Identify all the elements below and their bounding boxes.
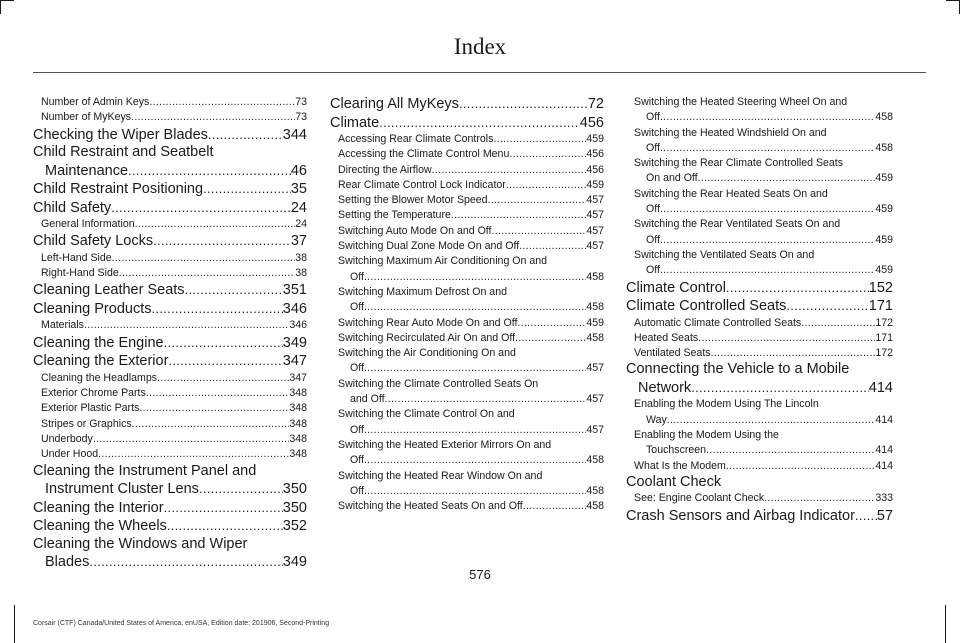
index-subentry (33, 251, 307, 266)
page-ref: 152 (868, 279, 893, 296)
index-subentry (33, 401, 307, 416)
entry-text: Climate (330, 114, 380, 131)
page-ref: 172 (875, 316, 893, 329)
page-ref: 38 (295, 251, 307, 264)
entry-text: and Off (350, 393, 385, 406)
index-entry (33, 352, 307, 371)
entry-text: Switching the Heated Steering Wheel On and (634, 96, 848, 108)
index-subentry (33, 217, 307, 232)
page-ref: 348 (289, 402, 307, 415)
index-subentry (626, 397, 893, 428)
index-subentry (626, 187, 893, 218)
dot-leader (451, 208, 586, 223)
index-entry (33, 180, 307, 199)
dot-leader (135, 217, 296, 232)
index-subentry (626, 428, 893, 459)
page-ref: 172 (875, 347, 893, 360)
index-entry (33, 300, 307, 319)
page-ref: 349 (282, 334, 307, 351)
index-subentry (330, 377, 604, 408)
index-subentry (330, 331, 604, 346)
crop-mark (946, 0, 960, 1)
page-ref: 24 (290, 199, 307, 216)
entry-text: Switching the Heated Windshield On and (634, 126, 827, 139)
entry-text: Crash Sensors and Airbag Indicator (626, 507, 855, 524)
entry-text: Off (350, 454, 364, 467)
page-ref: 459 (586, 178, 604, 191)
entry-text: Switching Recirculated Air On and Off (338, 331, 516, 344)
dot-leader (153, 232, 291, 251)
dot-leader (660, 110, 875, 125)
entry-text: Off (350, 423, 364, 436)
dot-leader (203, 180, 291, 199)
page-ref: 414 (875, 444, 893, 457)
entry-text: Off (350, 301, 364, 314)
entry-text: Cleaning the Wheels (33, 518, 167, 535)
entry-text: Connecting the Vehicle to a Mobile (626, 361, 850, 378)
page-ref: 457 (586, 362, 604, 375)
index-subentry (330, 208, 604, 223)
page-ref: 57 (876, 507, 893, 524)
entry-text: Number of MyKeys (41, 111, 132, 124)
entry-text: Stripes or Graphics (41, 417, 132, 430)
index-entry (626, 279, 893, 298)
entry-text: Maintenance (45, 162, 129, 179)
entry-text: Switching Rear Auto Mode On and Off (338, 316, 518, 329)
dot-leader (698, 171, 876, 186)
dot-leader (660, 141, 875, 156)
index-subentry (330, 499, 604, 514)
entry-text: Automatic Climate Controlled Seats (634, 316, 802, 329)
entry-text: Way (646, 413, 667, 426)
entry-text: Switching the Climate Controlled Seats On (338, 377, 539, 390)
entry-text: Coolant Check (626, 473, 722, 490)
entry-text: Cleaning the Engine (33, 334, 164, 351)
dot-leader (199, 480, 283, 499)
entry-text: Accessing Rear Climate Controls (338, 133, 494, 145)
dot-leader (364, 361, 586, 376)
page-ref: 458 (586, 270, 604, 283)
dot-leader (364, 453, 586, 468)
entry-text: Climate Controlled Seats (626, 298, 787, 315)
entry-text: Network (638, 379, 692, 396)
page-ref: 458 (875, 111, 893, 124)
dot-leader (112, 251, 296, 266)
page-title: Index (453, 34, 507, 59)
page-ref: 414 (868, 379, 893, 396)
page-ref: 459 (586, 316, 604, 329)
dot-leader (157, 371, 289, 386)
index-subentry (330, 346, 604, 377)
dot-leader (164, 334, 283, 353)
entry-text: Switching Maximum Air Conditioning On and (338, 255, 548, 268)
index-subentry (33, 417, 307, 432)
entry-text: Switching the Heated Seats On and Off (338, 500, 523, 513)
dot-leader (698, 331, 875, 346)
entry-text: Left-Hand Side (41, 251, 112, 264)
index-subentry (33, 95, 307, 110)
entry-text: Enabling the Modem Using the (634, 429, 779, 442)
page-ref: 37 (290, 233, 307, 250)
index-entry (626, 507, 893, 526)
dot-leader (509, 147, 586, 162)
entry-text: Switching the Climate Control On and (338, 408, 515, 421)
dot-leader (167, 517, 283, 536)
entry-text: Child Restraint and Seatbelt (33, 144, 214, 161)
page-ref: 171 (875, 331, 893, 344)
entry-text: Rear Climate Control Lock Indicator (338, 178, 506, 191)
dot-leader (488, 193, 587, 208)
page-ref: 344 (282, 126, 307, 143)
entry-text: Touchscreen (646, 444, 707, 457)
index-entry (626, 361, 893, 397)
index-column-1 (33, 95, 307, 572)
page-ref: 351 (282, 282, 307, 299)
dot-leader (786, 297, 868, 316)
dot-leader (152, 300, 283, 319)
index-entry (33, 517, 307, 536)
entry-text: Heated Seats (634, 331, 699, 344)
page-ref: 73 (295, 96, 307, 108)
page-ref: 457 (586, 224, 604, 237)
index-subentry (626, 248, 893, 279)
index-subentry (33, 386, 307, 401)
entry-text: Off (350, 270, 364, 283)
header-rule (33, 72, 926, 73)
entry-text: Off (646, 264, 660, 277)
dot-leader (185, 281, 283, 300)
entry-text: Underbody (41, 432, 93, 445)
dot-leader (506, 178, 587, 193)
entry-text: Off (646, 203, 660, 216)
dot-leader (660, 263, 875, 278)
entry-text: Switching the Rear Climate Controlled Seats (634, 157, 844, 170)
dot-leader (519, 239, 586, 254)
dot-leader (706, 443, 875, 458)
entry-text: Child Safety Locks (33, 233, 154, 250)
page-ref: 458 (586, 301, 604, 314)
entry-text: Climate Control (626, 279, 726, 296)
page-number: 576 (469, 567, 491, 582)
page-ref: 347 (289, 371, 307, 384)
dot-leader (660, 233, 875, 248)
entry-text: Ventilated Seats (634, 347, 711, 360)
dot-leader (364, 423, 586, 438)
entry-text: Exterior Chrome Parts (41, 387, 146, 400)
dot-leader (132, 417, 290, 432)
entry-text: Cleaning the Headlamps (41, 371, 158, 384)
dot-leader (385, 392, 587, 407)
index-column-3 (626, 95, 893, 525)
page-ref: 457 (586, 209, 604, 222)
index-subentry (330, 193, 604, 208)
dot-leader (493, 132, 586, 147)
index-entry (33, 334, 307, 353)
page-ref: 414 (875, 413, 893, 426)
entry-text: Child Safety (33, 199, 112, 216)
dot-leader (492, 224, 587, 239)
entry-text: Child Restraint Positioning (33, 181, 204, 198)
dot-leader (523, 499, 587, 514)
entry-text: Setting the Temperature (338, 209, 451, 222)
dot-leader (84, 318, 289, 333)
page-ref: 171 (868, 298, 893, 315)
index-entry (33, 232, 307, 251)
entry-text: Cleaning Products (33, 300, 152, 317)
page-ref: 333 (875, 492, 893, 505)
index-subentry (626, 316, 893, 331)
entry-text: Switching the Heated Rear Window On and (338, 469, 543, 482)
index-entry (33, 126, 307, 145)
dot-leader (711, 346, 876, 361)
dot-leader (660, 202, 875, 217)
dot-leader (93, 432, 289, 447)
dot-leader (119, 266, 295, 281)
entry-text: Switching the Heated Exterior Mirrors On and (338, 438, 552, 451)
index-subentry (626, 156, 893, 187)
page-ref: 459 (875, 172, 893, 185)
dot-leader (379, 114, 580, 133)
entry-text: Switching Auto Mode On and Off (338, 224, 492, 237)
entry-text: Off (350, 362, 364, 375)
entry-text: Switching the Air Conditioning On and (338, 347, 516, 360)
page-ref: 458 (586, 454, 604, 467)
dot-leader (146, 386, 290, 401)
edition-note: Corsair (CTF) Canada/United States of America, enUSA, Edition date: 201906, Second-Printing (33, 620, 330, 627)
entry-text: Cleaning the Windows and Wiper (33, 535, 248, 552)
index-subentry (330, 469, 604, 500)
index-subentry (330, 254, 604, 285)
page-ref: 456 (586, 148, 604, 161)
entry-text: Instrument Cluster Lens (45, 481, 199, 498)
entry-text: Switching Dual Zone Mode On and Off (338, 240, 520, 253)
index-subentry (330, 316, 604, 331)
dot-leader (131, 110, 295, 125)
dot-leader (432, 163, 587, 178)
entry-text: Cleaning Leather Seats (33, 282, 185, 299)
entry-text: Switching the Ventilated Seats On and (634, 248, 815, 261)
dot-leader (208, 126, 283, 145)
dot-leader (139, 401, 289, 416)
entry-text: Off (350, 484, 364, 497)
page-ref: 72 (587, 96, 604, 112)
dot-leader (517, 316, 586, 331)
entry-text: Blades (45, 554, 90, 571)
index-subentry (330, 147, 604, 162)
index-subentry (33, 318, 307, 333)
entry-text: Cleaning the Exterior (33, 353, 169, 370)
page-ref: 459 (875, 264, 893, 277)
page-ref: 457 (586, 240, 604, 253)
dot-leader (726, 459, 875, 474)
dot-leader (855, 507, 877, 526)
page-ref: 352 (282, 518, 307, 535)
page-ref: 456 (579, 114, 604, 131)
page-ref: 457 (586, 423, 604, 436)
dot-leader (149, 95, 295, 110)
crop-mark (14, 605, 15, 643)
entry-text: Accessing the Climate Control Menu (338, 148, 510, 161)
entry-text: Off (646, 233, 660, 246)
crop-mark (945, 605, 946, 643)
entry-text: What Is the Modem (634, 459, 726, 472)
index-subentry (330, 224, 604, 239)
index-subentry (330, 239, 604, 254)
page-ref: 347 (282, 353, 307, 370)
entry-text: Right-Hand Side (41, 267, 119, 280)
dot-leader (764, 491, 875, 506)
index-subentry (330, 285, 604, 316)
page-ref: 459 (875, 203, 893, 216)
page-ref: 349 (282, 554, 307, 571)
index-subentry (330, 407, 604, 438)
crop-mark (0, 0, 1, 14)
index-entry (330, 114, 604, 133)
dot-leader (801, 316, 875, 331)
page-ref: 458 (875, 141, 893, 154)
page-ref: 348 (289, 432, 307, 445)
index-subentry (33, 110, 307, 125)
page-ref: 348 (289, 387, 307, 400)
dot-leader (726, 279, 869, 298)
index-subentry (330, 438, 604, 469)
entry-text: Switching Maximum Defrost On and (338, 285, 507, 298)
index-subentry (626, 346, 893, 361)
dot-leader (667, 413, 876, 428)
index-entry (33, 463, 307, 499)
dot-leader (691, 379, 869, 398)
index-entry (33, 144, 307, 180)
index-subentry (626, 217, 893, 248)
entry-text: Materials (41, 319, 84, 332)
page-ref: 458 (586, 500, 604, 513)
page-ref: 457 (586, 393, 604, 406)
entry-text: Enabling the Modem Using The Lincoln (634, 398, 819, 411)
page-ref: 24 (295, 218, 307, 231)
index-subentry (330, 163, 604, 178)
page-ref: 459 (586, 133, 604, 145)
dot-leader (98, 447, 289, 462)
page-ref: 350 (282, 499, 307, 516)
entry-text: General Information (41, 218, 135, 231)
entry-text: Setting the Blower Motor Speed (338, 194, 488, 207)
page-ref: 46 (290, 162, 307, 179)
index-subentry (626, 459, 893, 474)
entry-text: Cleaning the Interior (33, 499, 164, 516)
index-subentry (33, 432, 307, 447)
dot-leader (128, 162, 291, 181)
index-entry (330, 95, 604, 114)
page-ref: 414 (875, 459, 893, 472)
entry-text: Checking the Wiper Blades (33, 126, 208, 143)
index-entry (33, 199, 307, 218)
dot-leader (515, 331, 586, 346)
page-ref: 348 (289, 448, 307, 461)
page-ref: 73 (295, 111, 307, 124)
page-ref: 457 (586, 194, 604, 207)
entry-text: Switching the Rear Ventilated Seats On and (634, 218, 841, 231)
entry-text: Clearing All MyKeys (330, 96, 459, 112)
index-entry (626, 297, 893, 316)
entry-text: Directing the Airflow (338, 163, 432, 176)
entry-text: On and Off (646, 172, 698, 185)
index-subentry (626, 491, 893, 506)
page-ref: 346 (289, 319, 307, 332)
index-entry (626, 474, 893, 492)
page-ref: 458 (586, 484, 604, 497)
page-ref: 456 (586, 163, 604, 176)
page-ref: 350 (282, 481, 307, 498)
entry-text: See: Engine Coolant Check (634, 492, 765, 505)
index-subentry (330, 132, 604, 147)
index-subentry (33, 371, 307, 386)
entry-text: Under Hood (41, 448, 99, 461)
page-ref: 458 (586, 331, 604, 344)
index-column-2 (330, 95, 604, 514)
entry-text: Off (646, 111, 660, 124)
entry-text: Number of Admin Keys (41, 96, 150, 108)
dot-leader (364, 270, 586, 285)
crop-mark (0, 0, 14, 1)
page-ref: 459 (875, 233, 893, 246)
index-subentry (626, 331, 893, 346)
dot-leader (364, 484, 586, 499)
entry-text: Switching the Rear Heated Seats On and (634, 187, 828, 200)
entry-text: Exterior Plastic Parts (41, 402, 140, 415)
index-subentry (626, 126, 893, 157)
index-entry (33, 281, 307, 300)
index-entry (33, 499, 307, 518)
index-subentry (33, 447, 307, 462)
dot-leader (164, 499, 283, 518)
dot-leader (459, 95, 588, 114)
page-ref: 35 (290, 181, 307, 198)
entry-text: Off (646, 141, 660, 154)
index-subentry (330, 178, 604, 193)
dot-leader (364, 300, 586, 315)
index-subentry (33, 266, 307, 281)
page-ref: 348 (289, 417, 307, 430)
page-ref: 38 (295, 267, 307, 280)
page-ref: 346 (282, 300, 307, 317)
index-subentry (626, 95, 893, 126)
dot-leader (168, 352, 282, 371)
entry-text: Cleaning the Instrument Panel and (33, 462, 257, 479)
dot-leader (111, 199, 291, 218)
